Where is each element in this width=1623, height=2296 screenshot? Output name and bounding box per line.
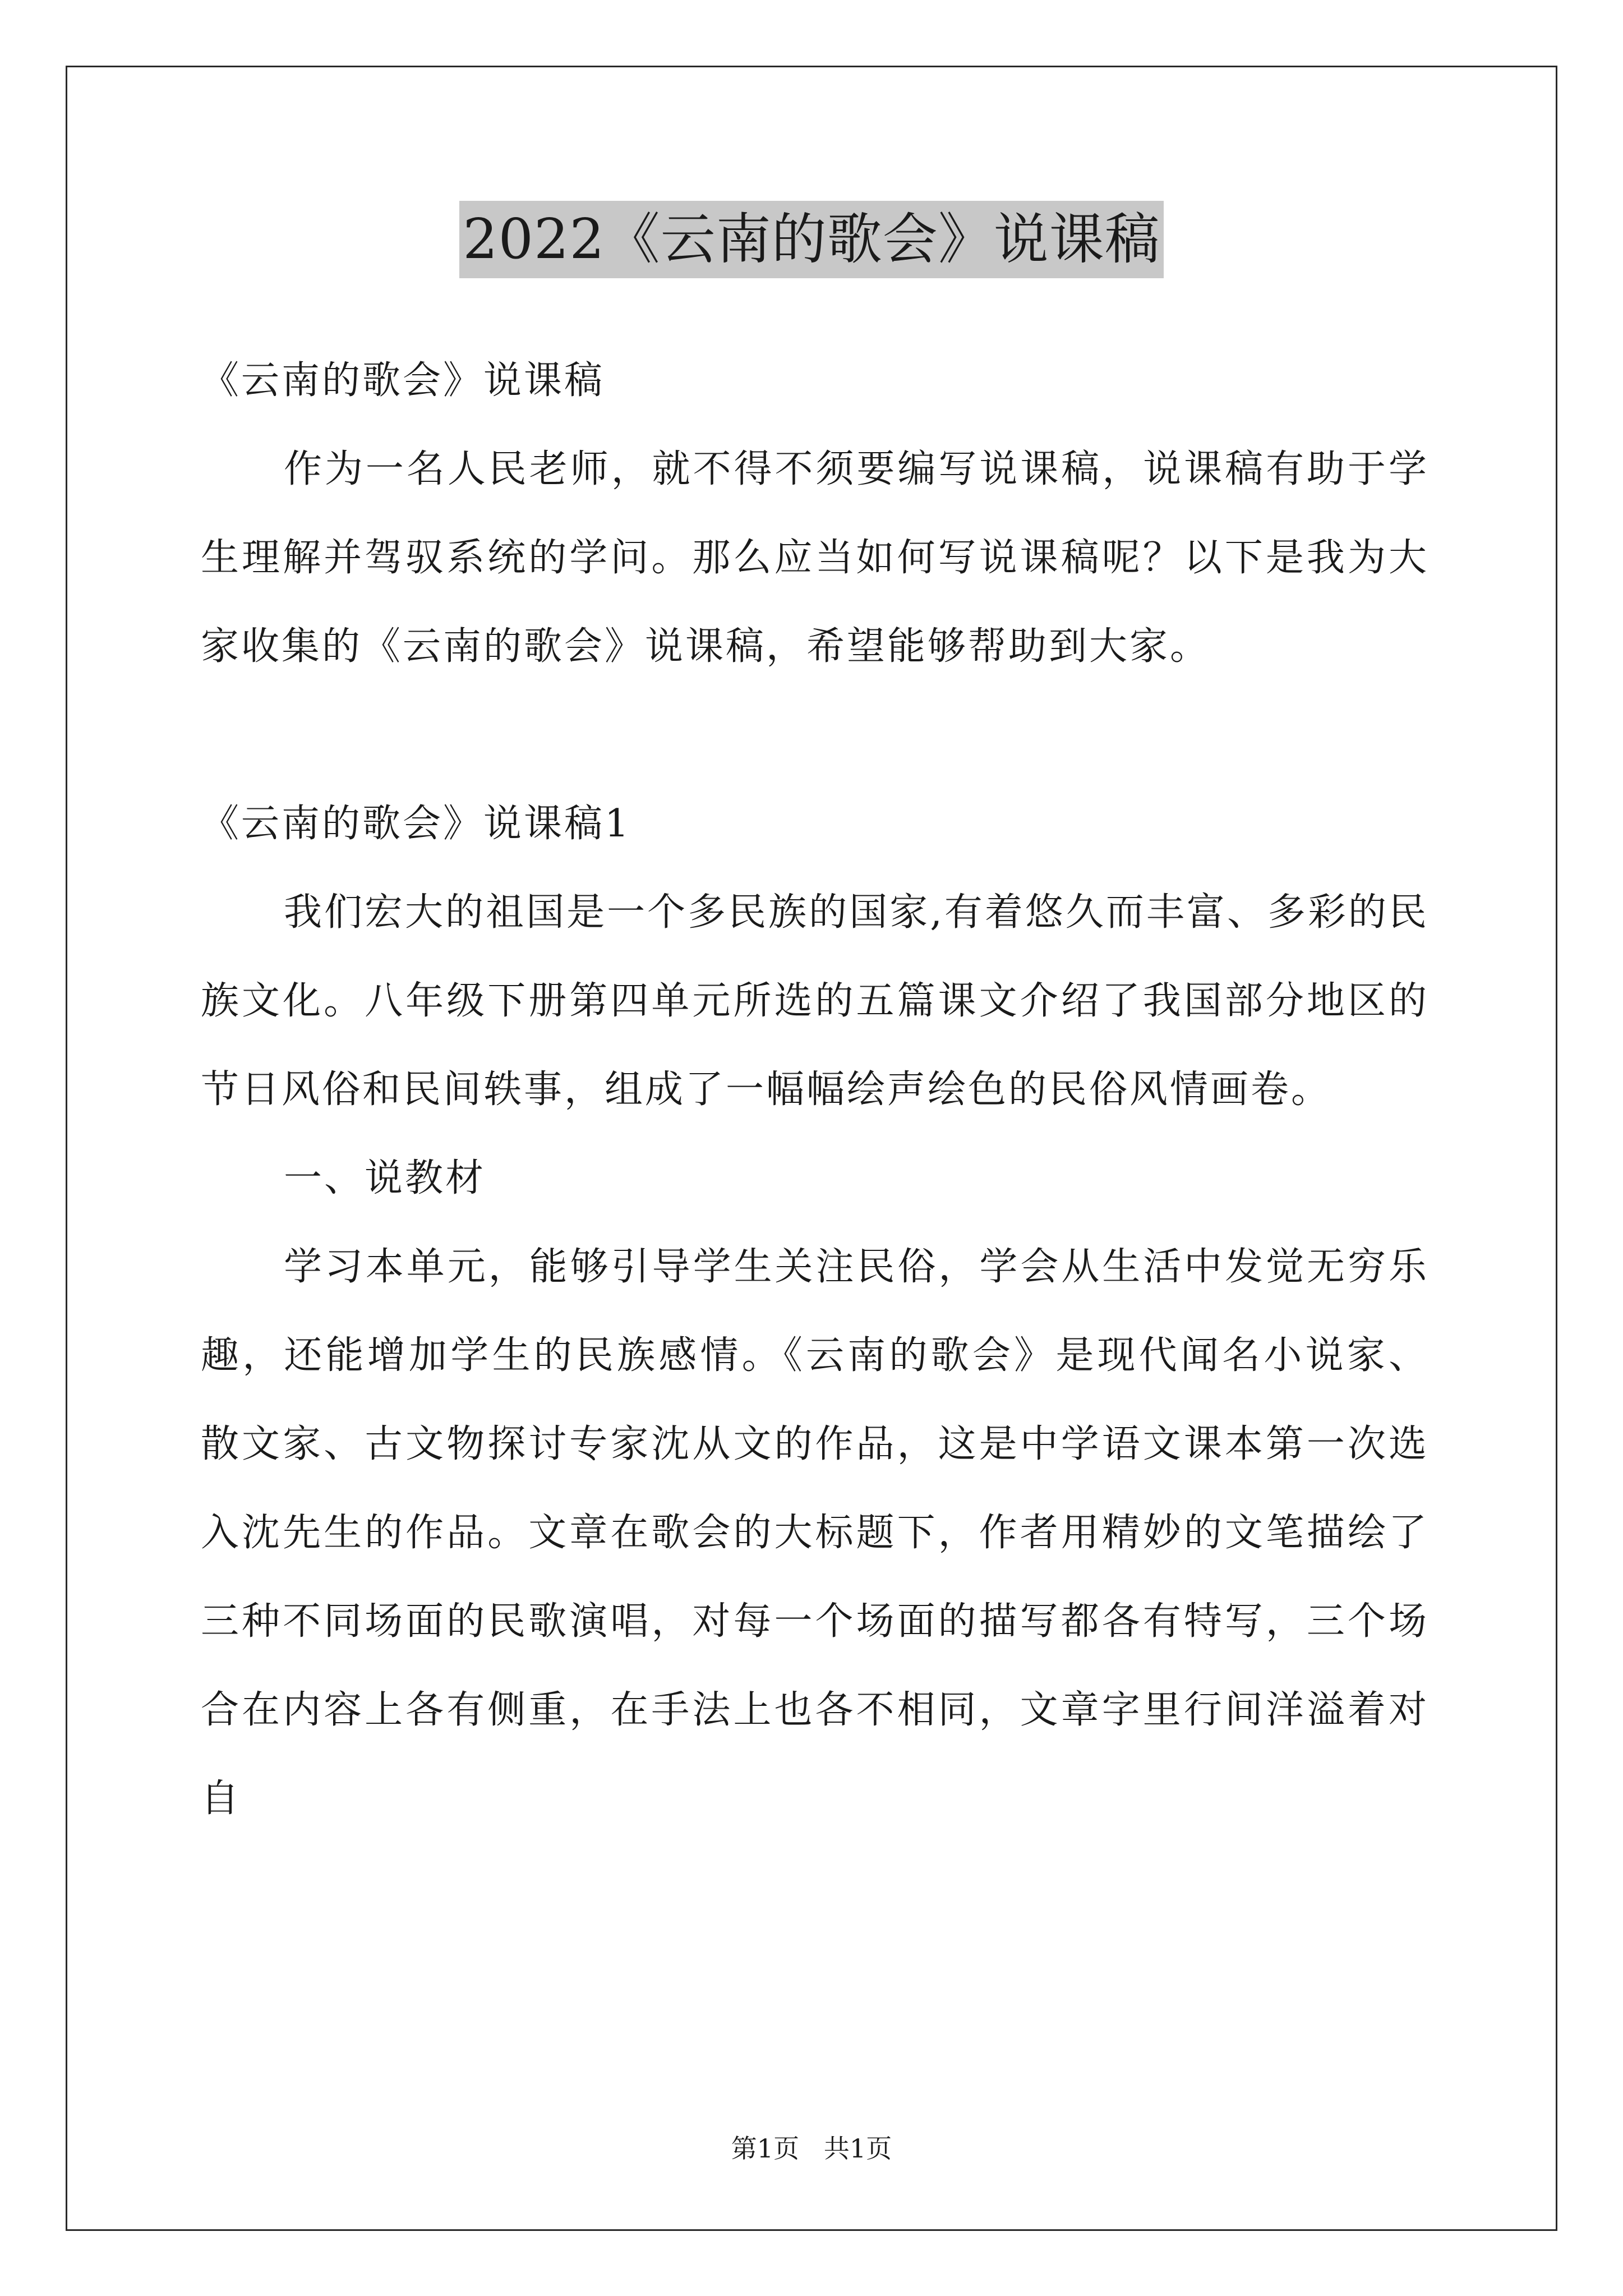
subheading: 一、说教材 <box>284 1156 486 1200</box>
intro-paragraph: 作为一名人民老师，就不得不须要编写说课稿，说课稿有助于学生理解并驾驭系统的学问。那么应当如何写说课稿呢？以下是我为大家收集的《云南的歌会》说课稿，希望能够帮助到大家。 <box>201 447 1429 669</box>
document-body <box>201 337 1429 1843</box>
section-heading: 《云南的歌会》说课稿1 <box>201 802 631 846</box>
subtitle: 《云南的歌会》说课稿 <box>201 358 605 403</box>
page-footer: 第1页 共1页 <box>731 2133 892 2164</box>
spacer <box>201 691 1429 780</box>
document-title: 2022《云南的歌会》说课稿 <box>459 201 1163 278</box>
paragraph-2: 学习本单元，能够引导学生关注民俗，学会从生活中发觉无穷乐趣，还能增加学生的民族感情。《云南的歌会》是现代闻名小说家、散文家、古文物探讨专家沈从文的作品，这是中学语文课本第一次选入沈先生的作品。文章在歌会的大标题下，作者用精妙的文笔描绘了三种不同场面的民歌演唱，对每一个场面的描写都各有特写，三个场合在内容上各有侧重，在手法上也各不相同，文章字里行间洋溢着对自 <box>201 1245 1429 1821</box>
title-container <box>0 201 1623 278</box>
paragraph-1: 我们宏大的祖国是一个多民族的国家,有着悠久而丰富、多彩的民族文化。八年级下册第四单元所选的五篇课文介绍了我国部分地区的节日风俗和民间轶事，组成了一幅幅绘声绘色的民俗风情画卷。 <box>201 890 1429 1112</box>
